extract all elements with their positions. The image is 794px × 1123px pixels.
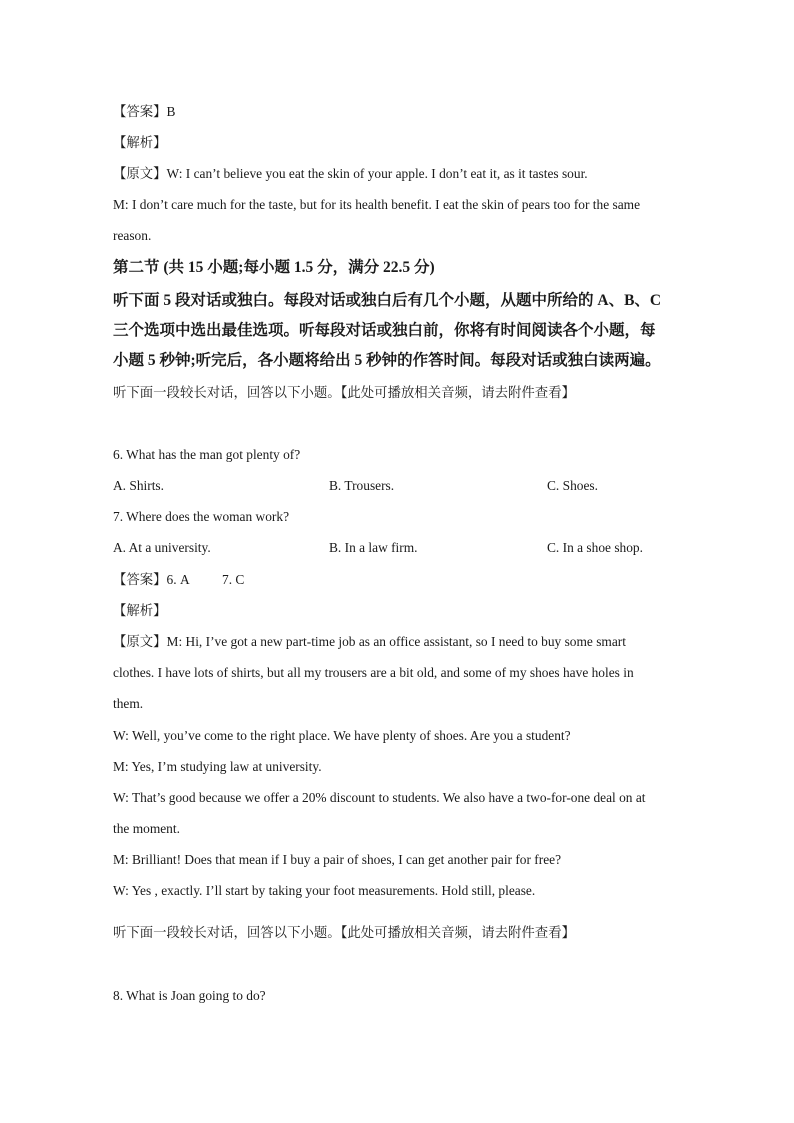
- transcript-line: W: Well, you’ve come to the right place. We have plenty of shoes. Are you a student?: [113, 728, 571, 743]
- option-b: B. Trousers.: [329, 478, 395, 493]
- option-c: C. In a shoe shop.: [547, 540, 643, 555]
- section-instructions-line: 小题 5 秒钟;听完后，各小题将给出 5 秒钟的作答时间。每段对话或独白读两遍。: [113, 352, 661, 369]
- answer-label: 【答案】B: [113, 104, 176, 119]
- transcript-line: 【原文】M: Hi, I’ve got a new part-time job as an office assistant, so I need to buy some smart: [113, 634, 626, 649]
- section-instructions-line: 三个选项中选出最佳选项。听每段对话或独白前，你将有时间阅读各个小题，每: [113, 322, 656, 339]
- option-c: C. Shoes.: [547, 478, 598, 493]
- option-a: A. At a university.: [113, 540, 211, 555]
- transcript-line: 【原文】W: I can’t believe you eat the skin of your apple. I don’t eat it, as it tastes sour.: [113, 166, 588, 181]
- option-b: B. In a law firm.: [329, 540, 418, 555]
- option-a: A. Shirts.: [113, 478, 164, 493]
- question-stem: 8. What is Joan going to do?: [113, 988, 266, 1003]
- section-instructions-line: 听下面 5 段对话或独白。每段对话或独白后有几个小题，从题中所给的 A、B、C: [113, 292, 662, 309]
- transcript-line: reason.: [113, 228, 152, 243]
- answer-label-second: 7. C: [222, 572, 245, 587]
- question-stem: 6. What has the man got plenty of?: [113, 447, 301, 462]
- answer-label: 【答案】6. A: [113, 572, 190, 587]
- analysis-label: 【解析】: [113, 603, 167, 618]
- transcript-line: them.: [113, 696, 144, 711]
- transcript-line: the moment.: [113, 821, 180, 836]
- transcript-line: W: Yes , exactly. I’ll start by taking your foot measurements. Hold still, please.: [113, 883, 536, 898]
- section-heading: 第二节 (共 15 小题;每小题 1.5 分，满分 22.5 分): [113, 259, 435, 276]
- transcript-line: clothes. I have lots of shirts, but all my trousers are a bit old, and some of my shoes have holes in: [113, 665, 634, 680]
- dialog-intro: 听下面一段较长对话，回答以下小题。【此处可播放相关音频，请去附件查看】: [113, 385, 575, 400]
- transcript-line: W: That’s good because we offer a 20% discount to students. We also have a two-for-one deal on at: [113, 790, 646, 805]
- question-stem: 7. Where does the woman work?: [113, 509, 290, 524]
- transcript-line: M: Brilliant! Does that mean if I buy a pair of shoes, I can get another pair for free?: [113, 852, 562, 867]
- transcript-line: M: I don’t care much for the taste, but for its health benefit. I eat the skin of pears too for the same: [113, 197, 641, 212]
- transcript-line: M: Yes, I’m studying law at university.: [113, 759, 322, 774]
- dialog-intro: 听下面一段较长对话，回答以下小题。【此处可播放相关音频，请去附件查看】: [113, 925, 575, 940]
- analysis-label: 【解析】: [113, 135, 167, 150]
